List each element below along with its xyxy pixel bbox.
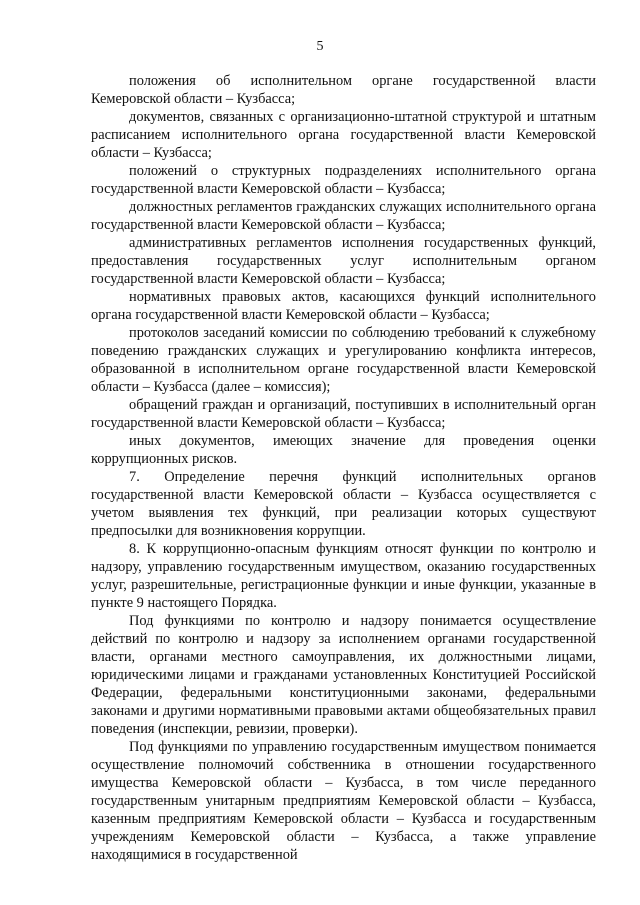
paragraph-provisions-on-executive-body: положения об исполнительном органе государственной власти Кемеровской области – Кузбасса;: [91, 73, 596, 107]
paragraph-item-7: 7. Определение перечня функций исполнительных органов государственной власти Кемеровской области – Кузбасса осуществляется с учетом выявления тех функций, при реализации которых существуют предпосылки для возникновения коррупции.: [91, 469, 596, 539]
paragraph-property-management: Под функциями по управлению государственным имуществом понимается осуществление полномочий собственника в отношении государственного имущества Кемеровской области – Кузбасса, в том числе переданного государственным унитарным предприятиям Кемеровской области – Кузбасса, казенным предприятиям Кемеровской области – Кузбасса и государственным учреждениям Кемеровской области – Кузбасса, а также управление находящимися в государственной: [91, 739, 596, 863]
paragraph-control-supervision: Под функциями по контролю и надзору понимается осуществление действий по контролю и надзору за исполнением органами государственной власти, органами местного самоуправления, их должностными лицами, юридическими лицами и гражданами установленных Конституцией Российской Федерации, федеральными конституционными законами, федеральными законами и другими нормативными правовыми актами общеобязательных правил поведения (инспекции, ревизии, проверки).: [91, 613, 596, 737]
paragraph-job-regulations: должностных регламентов гражданских служащих исполнительного органа государственной власти Кемеровской области – Кузбасса;: [91, 199, 596, 233]
paragraph-normative-acts: нормативных правовых актов, касающихся функций исполнительного органа государственной власти Кемеровской области – Кузбасса;: [91, 289, 596, 323]
page-number: 5: [316, 39, 324, 54]
paragraph-other-documents: иных документов, имеющих значение для проведения оценки коррупционных рисков.: [91, 433, 596, 467]
paragraph-administrative-regulations: административных регламентов исполнения государственных функций, предоставления государственных услуг исполнительным органом государственной власти Кемеровской области – Кузбасса;: [91, 235, 596, 287]
paragraph-citizen-appeals: обращений граждан и организаций, поступивших в исполнительный орган государственной власти Кемеровской области – Кузбасса;: [91, 397, 596, 431]
paragraph-item-8: 8. К коррупционно-опасным функциям относят функции по контролю и надзору, управлению государственным имуществом, оказанию государственных услуг, разрешительные, регистрационные функции и иные функции, указанные в пункте 9 настоящего Порядка.: [91, 541, 596, 611]
document-body: [91, 72, 596, 864]
paragraph-commission-protocols: протоколов заседаний комиссии по соблюдению требований к служебному поведению гражданских служащих и урегулированию конфликта интересов, образованной в исполнительном органе государственной власти Кемеровской области – Кузбасса (далее – комиссия);: [91, 325, 596, 395]
paragraph-staffing-documents: документов, связанных с организационно-штатной структурой и штатным расписанием исполнительного органа государственной власти Кемеровской области – Кузбасса;: [91, 109, 596, 161]
paragraph-structural-divisions: положений о структурных подразделениях исполнительного органа государственной власти Кемеровской области – Кузбасса;: [91, 163, 596, 197]
